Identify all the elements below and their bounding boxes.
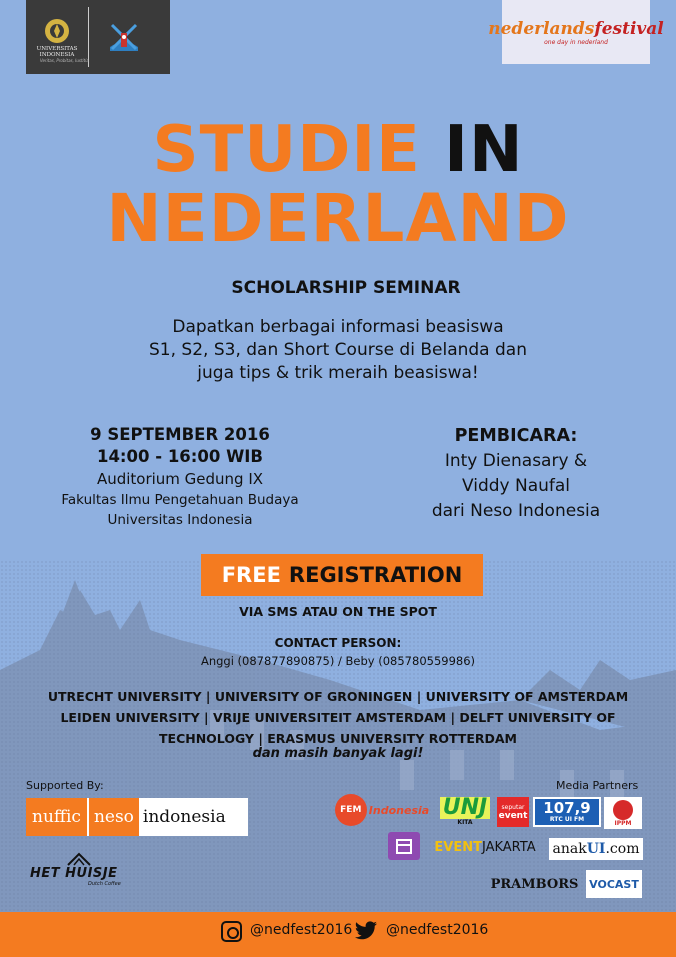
universities-line: LEIDEN UNIVERSITY | VRIJE UNIVERSITEIT AMSTERDAM | DELFT UNIVERSITY OF: [60, 710, 616, 725]
event-jakarta-a: EVENT: [434, 839, 482, 855]
unj-wordmark: UNJ: [440, 797, 490, 819]
calendar-icon: [395, 837, 413, 855]
unj-kita-logo: [436, 794, 494, 828]
het-huisje-tagline: Dutch Coffee: [88, 881, 121, 887]
prambors-wordmark: PRAMBORS: [490, 876, 579, 892]
fem-badge: FEM: [335, 794, 367, 826]
universities-line: TECHNOLOGY | ERASMUS UNIVERSITY ROTTERDAM: [159, 731, 517, 746]
description-line: S1, S2, S3, dan Short Course di Belanda dan: [149, 340, 527, 360]
contact-details: Anggi (087877890875) / Beby (085780559986): [200, 654, 476, 668]
windmill-icon: [102, 15, 146, 59]
title-studie: STUDIE: [152, 113, 421, 187]
event-university: Universitas Indonesia: [107, 512, 253, 528]
festival-wordmark: nederlandsfestival: [488, 18, 664, 39]
anak-ui-b: UI: [586, 841, 606, 857]
nederlands-festival-logo: [488, 0, 664, 64]
event-date: 9 SEPTEMBER 2016: [90, 425, 270, 444]
nuffic-wordmark: nuffic: [26, 798, 87, 836]
indonesia-wordmark: indonesia: [142, 807, 226, 827]
event-jakarta-icon: [388, 832, 420, 860]
fem-wordmark: Indonesia: [368, 803, 430, 817]
speaker-organization: dari Neso Indonesia: [431, 501, 601, 521]
contact-title: CONTACT PERSON:: [274, 636, 402, 650]
anak-ui-logo: [549, 838, 643, 860]
free-label: FREE: [221, 563, 281, 587]
nuffic-neso-logo: [26, 798, 248, 836]
universitas-indonesia-logo: [26, 0, 170, 74]
seminar-description: [0, 316, 676, 385]
house-roof-icon: [66, 852, 92, 866]
anak-ui-a: anak: [552, 841, 587, 857]
more-universities-note: dan masih banyak lagi!: [252, 746, 424, 761]
universities-line: UTRECHT UNIVERSITY | UNIVERSITY OF GRONINGEN | UNIVERSITY OF AMSTERDAM: [47, 689, 629, 704]
event-faculty: Fakultas Ilmu Pengetahuan Budaya: [61, 492, 299, 508]
title-nederland: NEDERLAND: [106, 180, 570, 257]
media-partners-label: Media Partners: [556, 779, 639, 792]
seputar-event-label: event: [498, 810, 528, 821]
registration-method: VIA SMS ATAU ON THE SPOT: [239, 604, 437, 619]
twitter-handle[interactable]: @nedfest2016: [386, 922, 489, 938]
event-details: [40, 424, 320, 530]
twitter-icon: [354, 920, 378, 942]
unj-sub: KITA: [457, 818, 473, 826]
description-line: Dapatkan berbagai informasi beasiswa: [172, 317, 504, 337]
ippm-logo: [604, 797, 642, 829]
neso-wordmark: neso: [89, 798, 139, 836]
supported-by-label: Supported By:: [26, 779, 104, 792]
fem-indonesia-logo: [329, 793, 435, 827]
title-line-1: [0, 113, 676, 187]
het-huisje-wordmark: HET HUISJE: [30, 866, 118, 881]
seminar-subtitle: SCHOLARSHIP SEMINAR: [231, 278, 461, 298]
speaker-line: Viddy Naufal: [461, 476, 571, 496]
festival-tagline: one day in nederland: [544, 38, 608, 46]
university-name: UNIVERSITAS INDONESIA: [36, 45, 78, 58]
instagram-icon: [221, 921, 242, 942]
rtc-frequency: 107,9: [543, 799, 591, 817]
anak-ui-c: .com: [605, 841, 640, 857]
event-venue: Auditorium Gedung IX: [96, 470, 264, 488]
ippm-emblem-icon: [613, 800, 633, 820]
event-jakarta-b: JAKARTA: [481, 839, 536, 855]
fib-logo: [89, 5, 159, 69]
instagram-handle[interactable]: @nedfest2016: [250, 922, 353, 938]
vocast-logo: VOCAST: [586, 870, 642, 898]
makara-emblem-icon: [42, 16, 72, 46]
free-registration-banner: [201, 554, 483, 596]
speakers-heading: PEMBICARA:: [454, 426, 578, 446]
speakers: [386, 424, 646, 524]
speaker-line: Inty Dienasary &: [444, 451, 588, 471]
seputar-event-logo: [497, 797, 529, 827]
seputar-label: seputar: [501, 803, 525, 811]
description-line: juga tips & trik meraih beasiswa!: [197, 363, 479, 383]
rtc-name: RTC UI FM: [549, 816, 585, 823]
event-time: 14:00 - 16:00 WIB: [96, 447, 264, 466]
partner-universities: [0, 686, 676, 749]
university-tagline: Veritas, Probitas, Iustitia: [40, 58, 89, 63]
prambors-logo: [489, 873, 577, 895]
ippm-label: IPPM: [614, 819, 632, 827]
rtc-ui-fm-logo: [533, 797, 601, 827]
registration-label: REGISTRATION: [288, 563, 463, 587]
event-jakarta-logo: [424, 836, 546, 858]
het-huisje-logo: [30, 852, 130, 892]
title-in: IN: [444, 113, 524, 187]
